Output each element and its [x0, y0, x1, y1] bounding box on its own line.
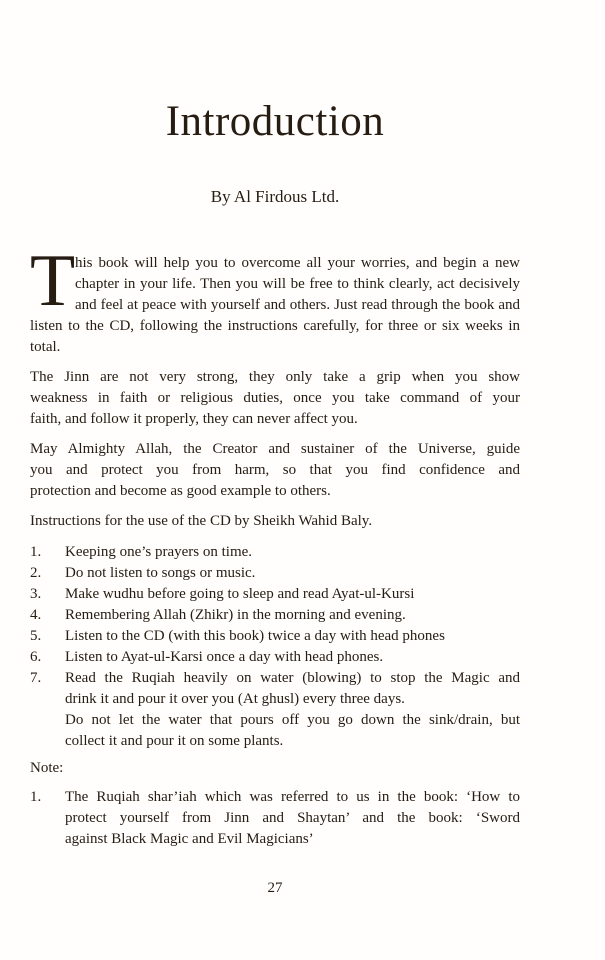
opening-paragraph	[30, 240, 520, 358]
item-number: 1.	[30, 789, 42, 805]
paragraph-dua	[30, 439, 520, 502]
item-number: 1.	[30, 544, 42, 560]
item-number: 5.	[30, 628, 42, 644]
instructions-list	[30, 542, 520, 752]
item-text	[65, 542, 520, 563]
text-line: protect yourself from Jinn and Shaytan’ and the book: ‘Sword	[65, 810, 520, 826]
paragraph-jinn	[30, 367, 520, 430]
list-item	[30, 647, 520, 668]
item-text	[65, 626, 520, 647]
item-text	[65, 563, 520, 584]
list-item	[30, 542, 520, 563]
text-line: May Almighty Allah, the Creator and sustainer of the Universe, guide	[30, 441, 520, 457]
text-line: The Jinn are not very strong, they only take a grip when you show	[30, 369, 520, 385]
note-label: Note:	[30, 760, 64, 776]
text-line: protection and become as good example to others.	[30, 483, 331, 499]
text-line: collect it and pour it on some plants.	[65, 733, 284, 749]
item-text	[65, 584, 520, 605]
text-line: Listen to the CD (with this book) twice a day with head phones	[65, 628, 445, 644]
text-line: Remembering Allah (Zhikr) in the morning and evening.	[65, 607, 406, 623]
item-number: 6.	[30, 649, 42, 665]
item-text	[65, 605, 520, 626]
item-number: 3.	[30, 586, 42, 602]
item-number: 2.	[30, 565, 42, 581]
item-number: 7.	[30, 670, 42, 686]
text-line: Do not listen to songs or music.	[65, 565, 256, 581]
byline: By Al Firdous Ltd.	[210, 187, 340, 206]
note-list	[30, 787, 520, 850]
list-item	[30, 584, 520, 605]
text-line: you and protect you from harm, so that you find confidence and	[30, 462, 520, 478]
list-item	[30, 605, 520, 626]
text-line: Read the Ruqiah heavily on water (blowing) to stop the Magic and	[65, 670, 520, 686]
text-line: and feel at peace with yourself and others. Just read through the book and	[75, 297, 520, 313]
list-item	[30, 668, 520, 752]
item-text	[65, 668, 520, 752]
text-line: weakness in faith or religious duties, once you take command of your	[30, 390, 520, 406]
item-text	[65, 787, 520, 850]
text-line: The Ruqiah shar’iah which was referred to us in the book: ‘How to	[65, 789, 520, 805]
page-number: 27	[267, 880, 283, 896]
list-item	[30, 626, 520, 647]
text-line: Listen to Ayat-ul-Karsi once a day with head phones.	[65, 649, 384, 665]
note-item	[30, 787, 520, 850]
body-text	[30, 240, 520, 850]
paragraph-lines	[30, 240, 520, 358]
text-line: total.	[30, 339, 61, 355]
text-line: drink it and pour it over you (At ghusl) every three days.	[65, 691, 405, 707]
text-line: Keeping one’s prayers on time.	[65, 544, 253, 560]
drop-cap: T	[30, 240, 76, 322]
page-title: Introduction	[165, 98, 385, 145]
text-line: faith, and follow it properly, they can never affect you.	[30, 411, 358, 427]
list-item	[30, 563, 520, 584]
instructions-heading: Instructions for the use of the CD by Sheikh Wahid Baly.	[30, 513, 373, 529]
item-number: 4.	[30, 607, 42, 623]
text-line: against Black Magic and Evil Magicians’	[65, 831, 314, 847]
item-text	[65, 647, 520, 668]
text-line: his book will help you to overcome all your worries, and begin a new	[75, 255, 520, 271]
text-line: Make wudhu before going to sleep and read Ayat-ul-Kursi	[65, 586, 415, 602]
text-line: listen to the CD, following the instructions carefully, for three or six weeks in	[30, 318, 520, 334]
text-line: chapter in your life. Then you will be free to think clearly, act decisively	[75, 276, 520, 292]
text-line: Do not let the water that pours off you go down the sink/drain, but	[65, 712, 520, 728]
